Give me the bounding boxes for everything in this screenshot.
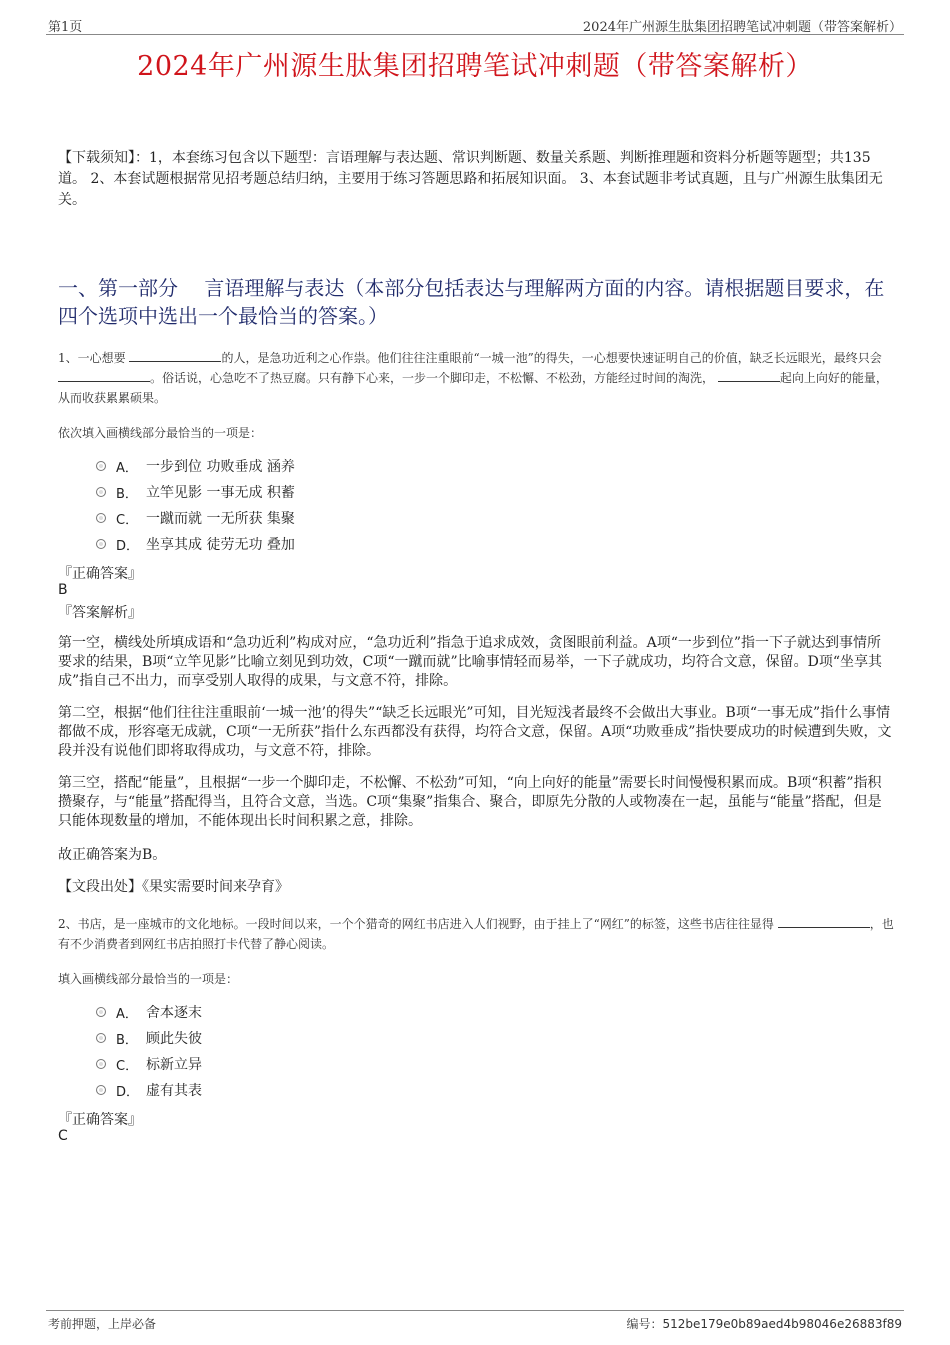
- option-letter: B．: [116, 1032, 138, 1048]
- option-text: 立竿见影 一事无成 积蓄: [146, 485, 295, 501]
- option-text: 一步到位 功败垂成 涵养: [146, 459, 295, 475]
- q1-source: 【文段出处】《果实需要时间来孕育》: [58, 879, 289, 895]
- radio-icon[interactable]: [96, 513, 106, 523]
- q1-analysis-paragraph: 第三空，搭配“能量”，且根据“一步一个脚印走，不松懈、不松劲”可知，“向上向好的能量”需要长时间慢慢积累而成。B项“积蓄”指积攒聚存，与“能量”搭配得当，且符合文意，当选。C项“集聚”指集合、聚合，即原先分散的人或物凑在一起，虽能与“能量”搭配，但是只能体现数量的增加，不能体现出长时间积累之意，排除。: [58, 775, 882, 829]
- q1-analysis-paragraph: 第一空，横线处所填成语和“急功近利”构成对应，“急功近利”指急于追求成效，贪图眼前利益。A项“一步到位”指一下子就达到事情所要求的结果，B项“立竿见影”比喻立刻见到功效，C项“一蹴而就”比喻事情轻而易举，一下子就成功，均符合文意，保留。D项“坐享其成”指自己不出力，而享受别人取得的成果，与文意不符，排除。: [58, 635, 883, 689]
- q2-prompt: 填入画横线部分最恰当的一项是：: [58, 972, 239, 986]
- q2-option-c[interactable]: [96, 1051, 202, 1077]
- radio-icon[interactable]: [96, 1007, 106, 1017]
- radio-icon[interactable]: [96, 461, 106, 471]
- page-number: 第1页: [48, 20, 83, 35]
- option-letter: C．: [116, 512, 139, 528]
- q2-option-b[interactable]: [96, 1025, 202, 1051]
- q1-blank-1: [129, 349, 221, 362]
- header-doc-title: 2024年广州源生肽集团招聘笔试冲刺题（带答案解析）: [582, 20, 902, 35]
- option-text: 虚有其表: [146, 1083, 202, 1099]
- q2-options: [96, 999, 202, 1103]
- q2-text-1: 2、书店，是一座城市的文化地标。一段时间以来，一个个猎奇的网红书店进入人们视野，由于挂上了“网红”的标签，这些书店往往显得: [58, 917, 774, 931]
- q1-analysis-paragraph: 第二空，根据“他们往往注重眼前‘一城一池’的得失”“缺乏长远眼光”可知，目光短浅者最终不会做出大事业。B项“一事无成”指什么事情都做不成，形容毫无成就，C项“一无所获”指什么东西都没有获得，均符合文意，保留。A项“功败垂成”指快要成功的时候遭到失败，文段并没有说他们即将取得成功，与文意不符，排除。: [58, 705, 892, 759]
- document-title: 2024年广州源生肽集团招聘笔试冲刺题（带答案解析）: [137, 51, 813, 82]
- option-letter: A．: [116, 460, 138, 476]
- page-header: [46, 14, 904, 35]
- option-letter: C．: [116, 1058, 139, 1074]
- footer-code-label: 编号：: [626, 1317, 663, 1331]
- q2-answer-label: 『正确答案』: [58, 1112, 142, 1128]
- q1-options: [96, 453, 295, 557]
- download-notice: 【下载须知】：1，本套练习包含以下题型：言语理解与表达题、常识判断题、数量关系题、判断推理题和资料分析题等题型；共135道。 2、本套试题根据常见招考题总结归纳，主要用于练习答题思路和拓展知识面。 3、本套试题非考试真题，且与广州源生肽集团无关。: [58, 150, 883, 208]
- option-letter: D．: [116, 538, 140, 554]
- q1-conclusion: 故正确答案为B。: [58, 847, 167, 863]
- q1-answer: B: [58, 582, 68, 598]
- option-text: 一蹴而就 一无所获 集聚: [146, 511, 295, 527]
- radio-icon[interactable]: [96, 1085, 106, 1095]
- option-text: 顾此失彼: [146, 1031, 202, 1047]
- option-text: 坐享其成 徒劳无功 叠加: [146, 537, 295, 553]
- radio-icon[interactable]: [96, 1059, 106, 1069]
- option-letter: B．: [116, 486, 138, 502]
- radio-icon[interactable]: [96, 1033, 106, 1043]
- q1-answer-label: 『正确答案』: [58, 566, 142, 582]
- radio-icon[interactable]: [96, 539, 106, 549]
- q1-option-b[interactable]: [96, 479, 295, 505]
- q1-option-d[interactable]: [96, 531, 295, 557]
- option-text: 标新立异: [146, 1057, 202, 1073]
- q1-blank-2: [58, 369, 150, 382]
- q2-blank-1: [778, 915, 870, 928]
- q1-text-4: 起向上向好的能量，从而收获累累硕果。: [58, 371, 888, 405]
- question-1-stem: [58, 348, 894, 408]
- q2-option-d[interactable]: [96, 1077, 202, 1103]
- q1-text-2: 的人，是急功近利之心作祟。他们往往注重眼前“一城一池”的得失，一心想要快速证明自己的价值，缺乏长远眼光，最终只会: [221, 351, 882, 365]
- q1-text-3: 。俗话说，心急吃不了热豆腐。只有静下心来，一步一个脚印走，不松懈、不松劲，方能经过时间的淘洗，: [150, 371, 715, 385]
- q1-blank-3: [718, 369, 780, 382]
- option-letter: D．: [116, 1084, 140, 1100]
- q1-text-1: 1、一心想要: [58, 351, 126, 365]
- q1-option-a[interactable]: [96, 453, 295, 479]
- q2-text-2: ，也有不少消费者到网红书店拍照打卡代替了静心阅读。: [58, 917, 894, 951]
- footer-code-value: 512be179e0b89aed4b98046e26883f89: [662, 1317, 902, 1331]
- option-text: 舍本逐末: [146, 1005, 202, 1021]
- q1-analysis-label: 『答案解析』: [58, 605, 142, 621]
- q2-answer: C: [58, 1128, 68, 1144]
- footer-slogan: 考前押题，上岸必备: [48, 1317, 157, 1331]
- page-footer: [46, 1310, 904, 1331]
- section-heading: 一、第一部分 言语理解与表达（本部分包括表达与理解两方面的内容。请根据题目要求，在四个选项中选出一个最恰当的答案。）: [58, 276, 885, 328]
- option-letter: A．: [116, 1006, 138, 1022]
- footer-code: [626, 1315, 902, 1332]
- radio-icon[interactable]: [96, 487, 106, 497]
- q1-option-c[interactable]: [96, 505, 295, 531]
- q1-prompt: 依次填入画横线部分最恰当的一项是：: [58, 426, 263, 440]
- question-2-stem: [58, 914, 894, 954]
- q2-option-a[interactable]: [96, 999, 202, 1025]
